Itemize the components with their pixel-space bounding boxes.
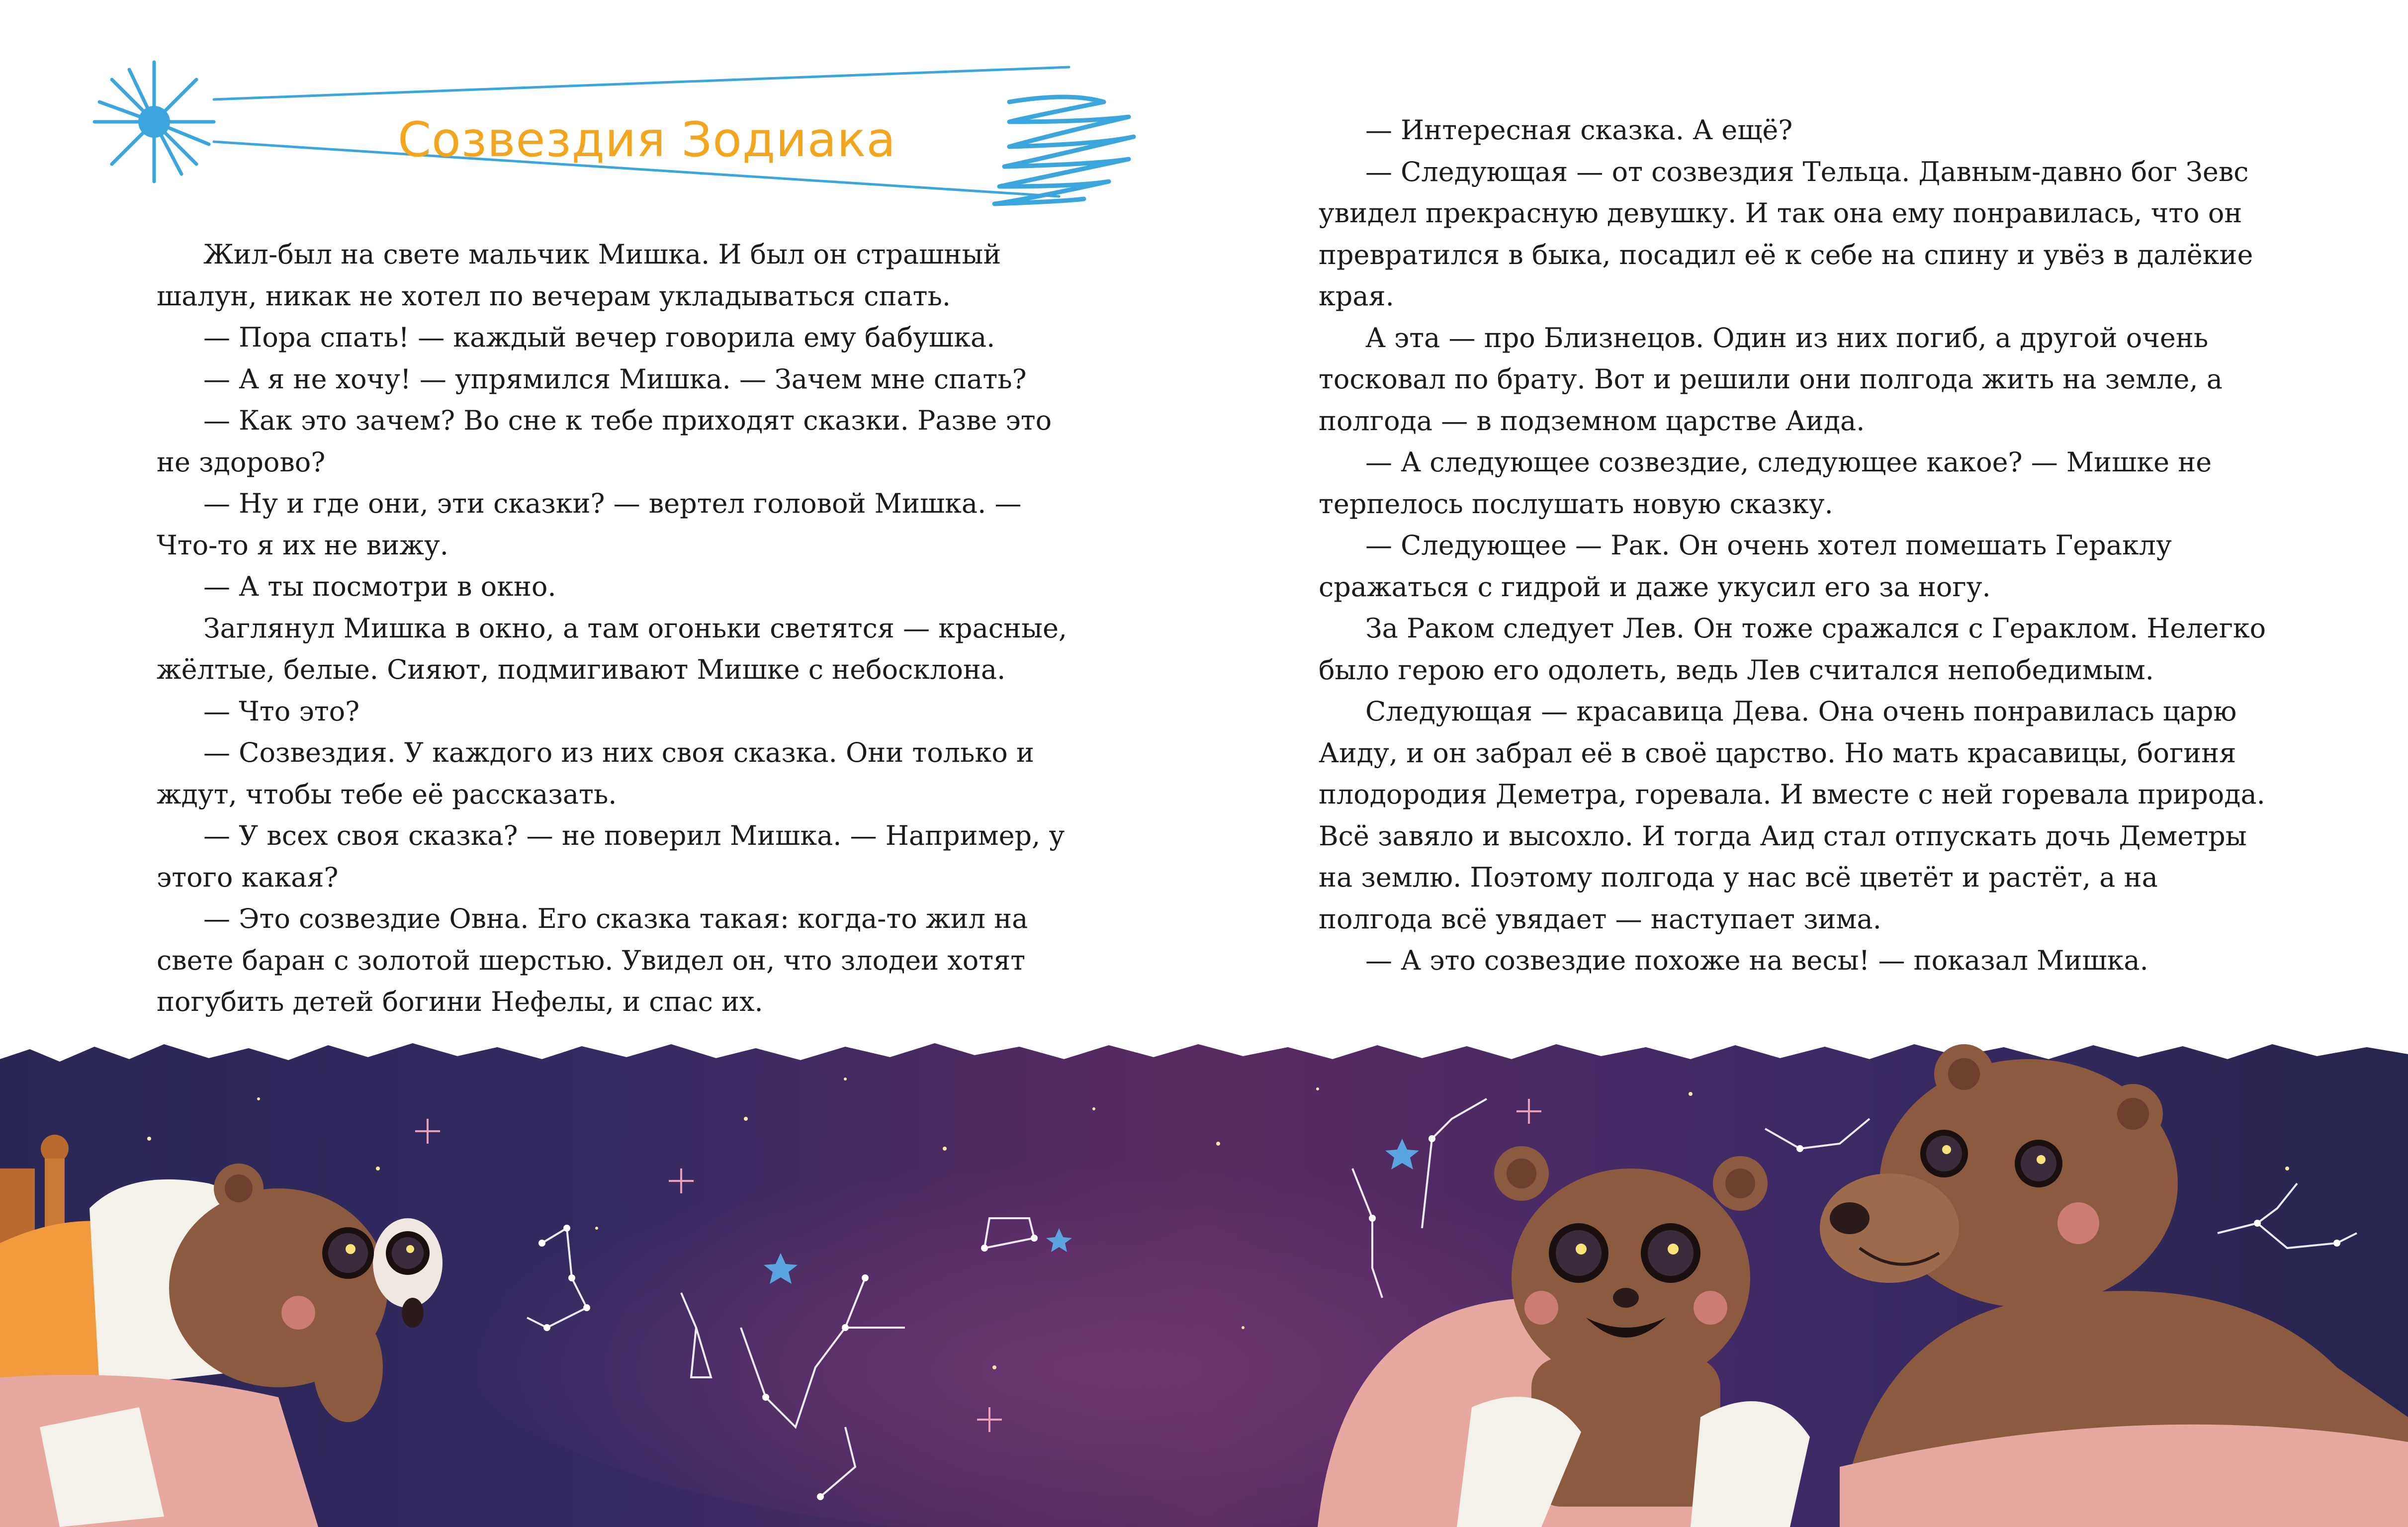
paragraph: — А я не хочу! — упрямился Мишка. — Зачем мне спать? bbox=[203, 363, 1027, 395]
paragraph: — А следующее созвездие, следующее какое? — Мишке не терпелось послушать новую сказку. bbox=[1319, 447, 2212, 520]
paragraph: — Ну и где они, эти сказки? — вертел головой Мишка. — Что-то я их не вижу. bbox=[157, 488, 1022, 561]
page-title: Созвездия Зодиака bbox=[398, 112, 896, 168]
paragraph: — Интересная сказка. А ещё? bbox=[1365, 114, 1793, 146]
paragraph: — Что это? bbox=[203, 695, 360, 727]
night-sky-with-bears bbox=[0, 1019, 2408, 1527]
paragraph: А эта — про Близнецов. Один из них погиб, а другой очень тосковал по брату. Вот и решили они полгода жить на земле, а полгода — в подземном царстве Аида. bbox=[1319, 322, 2223, 437]
paragraph: — Это созвездие Овна. Его сказка такая: когда-то жил на свете баран с золотой шерстью. Увидел он, что злодеи хотят погубить детей богини Нефелы, и спас их. bbox=[157, 903, 1028, 1017]
paragraph: — Пора спать! — каждый вечер говорила ему бабушка. bbox=[203, 322, 995, 353]
paragraph: Следующая — красавица Дева. Она очень понравилась царю Аиду, и он забрал её в своё царство. Но мать красавицы, богиня плодородия Деметра, горевала. И вместе с ней горевала природа. Всё завяло и высохло. И тогда Аид стал отпускать дочь Деметры на землю. Поэтому полгода у нас всё цветёт и растёт, а на полгода всё увядает — наступает зима. bbox=[1319, 696, 2265, 935]
paragraph: Жил-был на свете мальчик Мишка. И был он страшный шалун, никак не хотел по вечерам укладываться спать. bbox=[157, 239, 1001, 312]
paragraph: — А это созвездие похоже на весы! — показал Мишка. bbox=[1365, 945, 2148, 976]
paragraph: — У всех своя сказка? — не поверил Мишка. — Например, у этого какая? bbox=[157, 820, 1065, 893]
paragraph: За Раком следует Лев. Он тоже сражался с Гераклом. Нелегко было герою его одолеть, ведь Лев считался непобедимым. bbox=[1319, 613, 2266, 686]
paragraph: — Созвездия. У каждого из них своя сказка. Они только и ждут, чтобы тебе её рассказать. bbox=[157, 737, 1034, 810]
paragraph: — Как это зачем? Во сне к тебе приходят сказки. Разве это не здорово? bbox=[157, 405, 1052, 478]
paragraph: — Следующая — от созвездия Тельца. Давным-давно бог Зевс увидел прекрасную девушку. И так она ему понравилась, что он превратился в быка, посадил её к себе на спину и увёз в далёкие края. bbox=[1319, 156, 2253, 312]
paragraph: — Следующее — Рак. Он очень хотел помешать Гераклу сражаться с гидрой и даже укусил его за ногу. bbox=[1319, 530, 2172, 603]
left-text-column bbox=[157, 234, 1071, 1023]
paragraph: Заглянул Мишка в окно, а там огоньки светятся — красные, жёлтые, белые. Сияют, подмигивают Мишке с небосклона. bbox=[157, 612, 1068, 685]
paragraph: — А ты посмотри в окно. bbox=[203, 571, 556, 602]
night-sky-illustration bbox=[0, 1019, 2408, 1527]
right-text-column bbox=[1319, 109, 2273, 982]
